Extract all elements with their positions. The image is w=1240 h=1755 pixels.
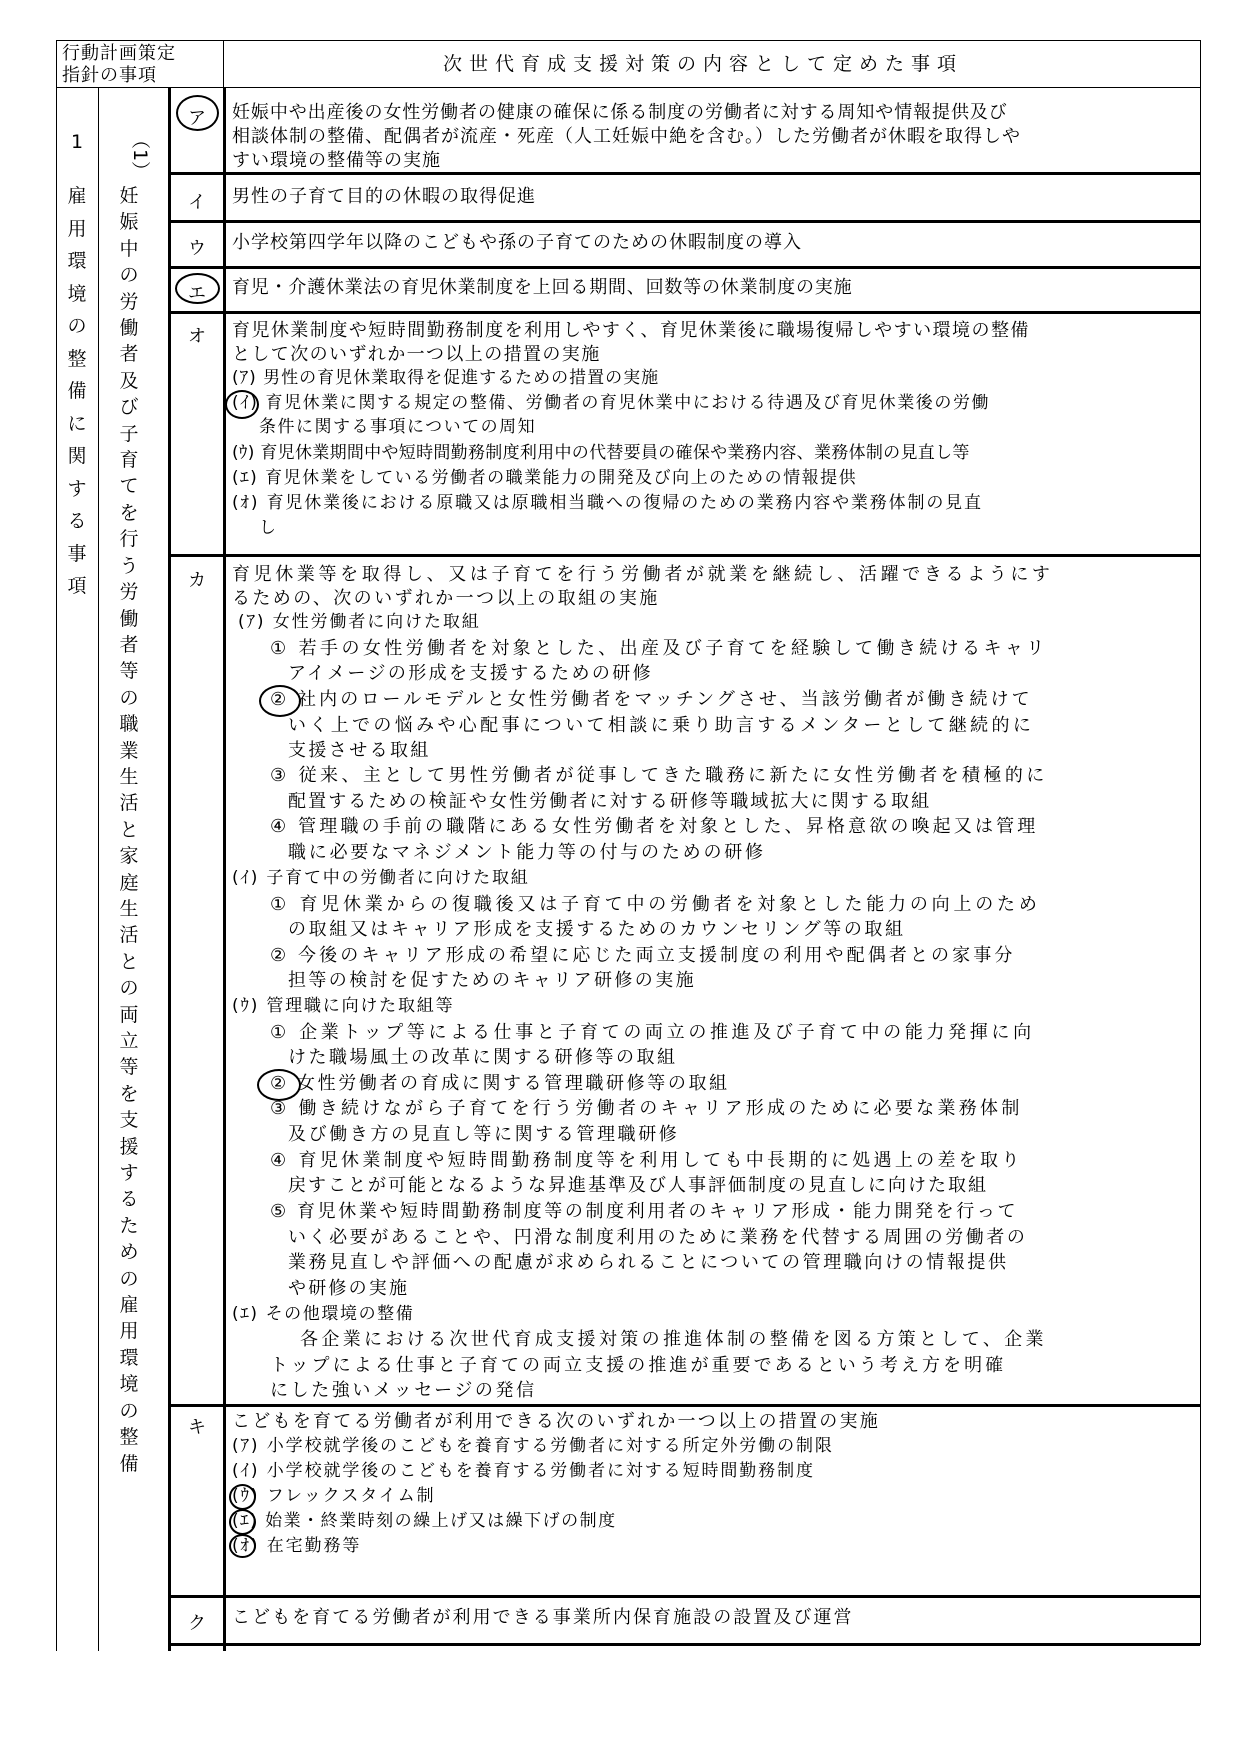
row-ka-line: ① 育児休業からの復職後又は子育て中の労働者を対象とした能力の向上のため <box>270 894 1041 915</box>
text-line: (ｳ) フレックスタイム制 <box>232 1486 436 1506</box>
row-o-line: (ｵ) 育児休業後における原職又は原職相当職への復帰のための業務内容や業務体制の見直 <box>232 493 983 513</box>
row-ka-line: (ｲ) 子育て中の労働者に向けた取組 <box>232 868 530 888</box>
row-o-line: として次のいずれか一つ以上の措置の実施 <box>232 344 601 365</box>
row-label-i: イ <box>188 192 206 213</box>
row-ka-line: アイメージの形成を支援するための研修 <box>288 663 654 684</box>
row-ka-line: の取組又はキャリア形成を支援するためのカウンセリング等の取組 <box>288 919 906 940</box>
row-a-line: すい環境の整備等の実施 <box>232 150 441 171</box>
row-o-line: 育児休業制度や短時間勤務制度を利用しやすく、育児休業後に職場復帰しやすい環境の整備 <box>232 320 1030 341</box>
row-ka-line: 担等の検討を促すためのキャリア研修の実施 <box>288 970 696 991</box>
row-i-line: 男性の子育て目的の休暇の取得促進 <box>232 186 536 207</box>
row-o-line: (ｳ) 育児休業期間中や短時間勤務制度利用中の代替要員の確保や業務内容、業務体制の見直し等 <box>232 443 970 463</box>
row-a-line: 相談体制の整備、配偶者が流産・死産（人工妊娠中絶を含む。）した労働者が休暇を取得しや <box>232 126 1021 147</box>
row-ka-line: ② 社内のロールモデルと女性労働者をマッチングさせ、当該労働者が働き続けて <box>270 689 1033 710</box>
row-o-line: 条件に関する事項についての周知 <box>259 417 537 437</box>
row-e-line: 育児・介護休業法の育児休業制度を上回る期間、回数等の休業制度の実施 <box>232 277 853 298</box>
row-ka-line: ① 企業トップ等による仕事と子育ての両立の推進及び子育て中の能力発揮に向 <box>270 1022 1035 1043</box>
text-line: (ｴ) 始業・終業時刻の繰上げ又は繰下げの制度 <box>232 1511 617 1531</box>
row-ka-line: ④ 管理職の手前の職階にある女性労働者を対象とした、昇格意欲の喚起又は管理 <box>270 816 1039 837</box>
text-line: こどもを育てる労働者が利用できる事業所内保育施設の設置及び運営 <box>232 1607 854 1628</box>
section-title: 雇用環境の整備に関する事項 <box>67 185 87 597</box>
row-ka-line: (ｱ) 女性労働者に向けた取組 <box>238 612 481 632</box>
row-ka-line: いく必要があることや、円滑な制度利用のために業務を代替する周囲の労働者の <box>288 1227 1028 1248</box>
row-u-line: 小学校第四学年以降のこどもや孫の子育てのための休暇制度の導入 <box>232 232 802 253</box>
text-line: にした強いメッセージの発信 <box>270 1380 537 1401</box>
row-ka-line: けた職場風土の改革に関する研修等の取組 <box>288 1047 678 1068</box>
row-ka-line: ③ 従来、主として男性労働者が従事してきた職務に新たに女性労働者を積極的に <box>270 765 1048 786</box>
row-o-line: (ｴ) 育児休業をしている労働者の職業能力の開発及び向上のための情報提供 <box>232 468 858 488</box>
subsection-number-text: （1） <box>129 129 152 181</box>
subsection-title: 妊娠中の労働者及び子育てを行う労働者等の職業生活と家庭生活との両立等を支援するための雇用環境の整備 <box>119 185 139 1475</box>
row-o-line: し <box>259 518 276 538</box>
row-ka-line: 及び働き方の見直し等に関する管理職研修 <box>288 1124 680 1145</box>
row-label-e: エ <box>188 283 206 304</box>
row-label-ku: ク <box>188 1613 206 1634</box>
row-ka-line: (ｳ) 管理職に向けた取組等 <box>232 996 455 1016</box>
row-ka-line: ① 若手の女性労働者を対象とした、出産及び子育てを経験して働き続けるキャリ <box>270 638 1048 659</box>
header-guideline-line2: 指針の事項 <box>62 65 157 86</box>
row-a-line: 妊娠中や出産後の女性労働者の健康の確保に係る制度の労働者に対する周知や情報提供及び <box>232 102 1008 123</box>
text-line: トップによる仕事と子育ての両立支援の推進が重要であるという考え方を明確 <box>270 1355 1007 1376</box>
row-label-ka: カ <box>188 570 206 591</box>
row-ka-line: 育児休業等を取得し、又は子育てを行う労働者が就業を継続し、活躍できるようにす <box>232 564 1054 585</box>
row-label-u: ウ <box>188 238 206 259</box>
row-label-a: ア <box>188 108 206 129</box>
row-ka-line: や研修の実施 <box>288 1278 410 1299</box>
header-content-title: 次世代育成支援対策の内容として定めた事項 <box>443 53 964 75</box>
row-ka-line: 支援させる取組 <box>288 740 431 761</box>
text-line: (ｲ) 小学校就学後のこどもを養育する労働者に対する短時間勤務制度 <box>232 1461 815 1481</box>
text-line: (ｱ) 小学校就学後のこどもを養育する労働者に対する所定外労働の制限 <box>232 1436 834 1456</box>
row-o-line: (ｲ) 育児休業に関する規定の整備、労働者の育児休業中における待遇及び育児休業後の労働 <box>232 393 991 413</box>
row-ka-line: ⑤ 育児休業や短時間勤務制度等の制度利用者のキャリア形成・能力開発を行って <box>270 1201 1019 1222</box>
row-ka-line: るための、次のいずれか一つ以上の取組の実施 <box>232 588 660 609</box>
row-ka-line: いく上での悩みや心配事について相談に乗り助言するメンターとして継続的に <box>288 715 1035 736</box>
row-ka-line: ② 今後のキャリア形成の希望に応じた両立支援制度の利用や配偶者との家事分 <box>270 945 1016 966</box>
row-label-o: オ <box>188 326 206 347</box>
text-line: こどもを育てる労働者が利用できる次のいずれか一つ以上の措置の実施 <box>232 1411 880 1432</box>
text-line: (ｵ) 在宅勤務等 <box>232 1536 362 1556</box>
row-o-line: (ｱ) 男性の育児休業取得を促進するための措置の実施 <box>232 368 660 388</box>
row-label-ki: キ <box>188 1417 206 1438</box>
text-line: (ｴ) その他環境の整備 <box>232 1304 415 1324</box>
row-ka-line: 業務見直しや評価への配慮が求められることについての管理職向けの情報提供 <box>288 1252 1009 1273</box>
section-number: 1 <box>70 131 84 153</box>
row-ka-line: ② 女性労働者の育成に関する管理職研修等の取組 <box>270 1073 730 1094</box>
row-ka-line: ④ 育児休業制度や短時間勤務制度等を利用しても中長期的に処遇上の差を取り <box>270 1150 1023 1171</box>
row-ka-line: ③ 働き続けながら子育てを行う労働者のキャリア形成のために必要な業務体制 <box>270 1098 1023 1119</box>
row-ka-line: 戻すことが可能となるような昇進基準及び人事評価制度の見直しに向けた取組 <box>288 1175 988 1196</box>
row-ka-line: 職に必要なマネジメント能力等の付与のための研修 <box>288 842 766 863</box>
row-ka-line: 配置するための検証や女性労働者に対する研修等職域拡大に関する取組 <box>288 791 932 812</box>
text-line: 各企業における次世代育成支援対策の推進体制の整備を図る方策として、企業 <box>300 1329 1047 1350</box>
header-guideline-line1: 行動計画策定 <box>62 43 176 64</box>
